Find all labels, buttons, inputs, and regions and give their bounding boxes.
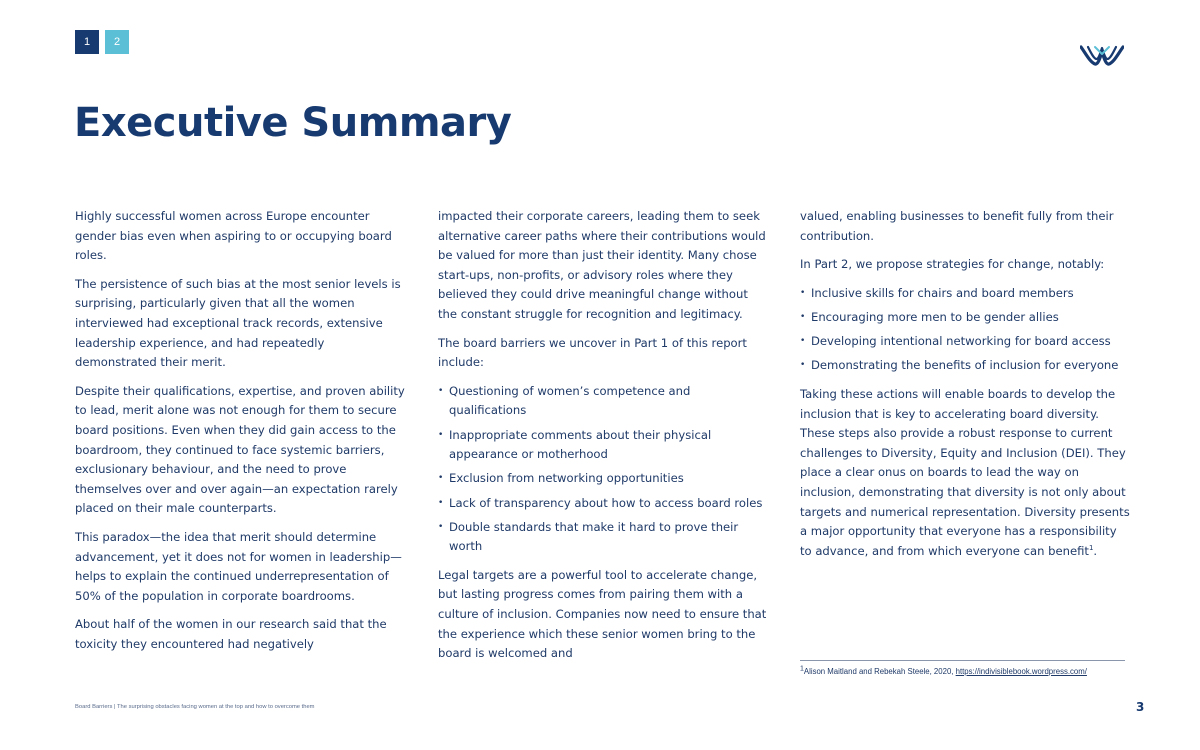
paragraph: impacted their corporate careers, leading them to seek alternative career paths where their contributions would be valued for more than just their identity. Many chose start-ups, non-profits, or advisory roles where they believed they could drive meaningful change without the constant struggle for recognition and legitimacy. <box>438 209 766 321</box>
footnote-divider <box>800 660 1125 661</box>
closing-text: Taking these actions will enable boards to develop the inclusion that is key to accelerating board diversity. These steps also provide a robust response to current challenges to Diversity, Equity and Inclusion (DEI). They place a clear onus on boards to lead the way on inclusion, demonstrating that diversity is not only about targets and numerical representation. Diversity presents a major opportunity that everyone has a responsibility to advance, and from which everyone can benefit <box>800 386 1130 558</box>
paragraph: Despite their qualifications, expertise, and proven ability to lead, merit alone was not enough for them to secure board positions. Even when they did gain access to the boardroom, they continued to face systemic barriers, exclusionary behaviour, and the need to prove themselves over and over again—an expectation rarely placed on their male counterparts. <box>75 383 405 516</box>
section-tabs <box>75 30 129 54</box>
running-footer: Board Barriers | The surprising obstacles facing women at the top and how to overcome them <box>75 704 315 710</box>
paragraph: Highly successful women across Europe encounter gender bias even when aspiring to or occupying board roles. <box>75 209 392 263</box>
list-item: • Inclusive skills for chairs and board members <box>800 284 1130 304</box>
abstract-w-logo-icon <box>1080 44 1124 66</box>
list-item: • Developing intentional networking for board access <box>800 332 1130 352</box>
strategies-list <box>800 284 1130 376</box>
page-title: Executive Summary <box>74 100 512 146</box>
paragraph: About half of the women in our research said that the toxicity they encountered had negatively <box>75 617 387 651</box>
barriers-list <box>438 382 768 557</box>
footnote <box>800 667 1087 676</box>
barriers-intro: The board barriers we uncover in Part 1 of this report include: <box>438 335 747 370</box>
paragraph <box>800 385 1130 561</box>
column-1 <box>75 207 405 663</box>
footnote-reference[interactable]: 1 <box>1088 543 1094 552</box>
list-item: • Lack of transparency about how to access board roles <box>438 494 768 514</box>
page-number: 3 <box>1136 700 1145 714</box>
paragraph: Legal targets are a powerful tool to accelerate change, but lasting progress comes from pairing them with a culture of inclusion. Companies now need to ensure that the experience which these senior women bring to the board is welcomed and <box>438 567 767 661</box>
paragraph: valued, enabling businesses to benefit fully from their contribution. <box>800 209 1114 243</box>
list-item: • Exclusion from networking opportunities <box>438 469 768 489</box>
list-item: • Inappropriate comments about their physical appearance or motherhood <box>438 426 768 465</box>
list-item: • Demonstrating the benefits of inclusion for everyone <box>800 356 1130 376</box>
paragraph: This paradox—the idea that merit should determine advancement, yet it does not for women in leadership—helps to explain the continued underrepresentation of 50% of the population in corporate boardrooms. <box>75 529 402 603</box>
list-item: • Encouraging more men to be gender allies <box>800 308 1130 328</box>
footnote-text: Alison Maitland and Rebekah Steele, 2020, <box>803 667 956 676</box>
paragraph: The persistence of such bias at the most senior levels is surprising, particularly given that all the women interviewed had exceptional track records, extensive leadership experience, and had repeatedly demonstrated their merit. <box>75 276 401 370</box>
column-2 <box>438 207 768 673</box>
strategies-intro: In Part 2, we propose strategies for change, notably: <box>800 257 1105 272</box>
tab-part-1[interactable]: 1 <box>75 30 99 54</box>
footnote-link[interactable]: https://indivisiblebook.wordpress.com/ <box>955 667 1087 676</box>
closing-period: . <box>1093 543 1098 558</box>
footnote-marker: 1 <box>800 665 804 673</box>
column-3 <box>800 207 1130 570</box>
tab-part-2[interactable]: 2 <box>105 30 129 54</box>
list-item: • Questioning of women’s competence and qualifications <box>438 382 768 421</box>
list-item: • Double standards that make it hard to prove their worth <box>438 518 768 557</box>
